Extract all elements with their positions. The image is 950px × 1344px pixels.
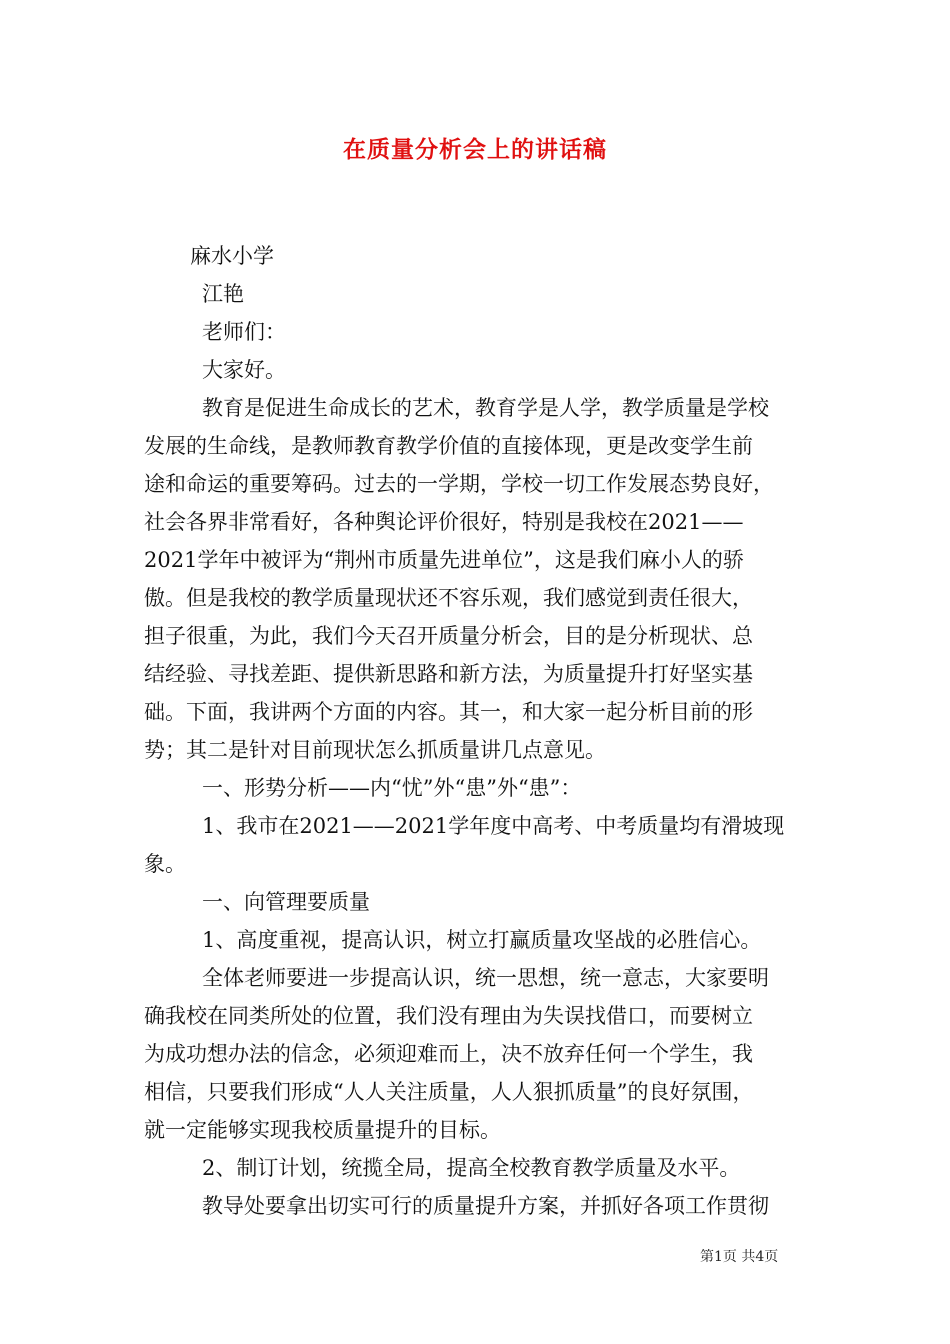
paragraph-line: 2021学年中被评为“荆州市质量先进单位”，这是我们麻小人的骄 (144, 548, 744, 572)
author-name: 江艳 (202, 282, 244, 306)
paragraph-line: 社会各界非常看好，各种舆论评价很好，特别是我校在2021—— (144, 510, 744, 534)
paragraph-line: 教导处要拿出切实可行的质量提升方案，并抓好各项工作贯彻 (202, 1194, 769, 1218)
paragraph-line: 象。 (144, 852, 186, 876)
paragraph-line: 结经验、寻找差距、提供新思路和新方法，为质量提升打好坚实基 (144, 662, 753, 686)
section-heading: 一、形势分析——内“忧”外“患”外“患”： (202, 776, 582, 800)
greeting-line: 大家好。 (202, 358, 286, 382)
paragraph-line: 为成功想办法的信念，必须迎难而上，决不放弃任何一个学生，我 (144, 1042, 753, 1066)
paragraph-line: 就一定能够实现我校质量提升的目标。 (144, 1118, 501, 1142)
greeting-salutation: 老师们： (202, 320, 286, 344)
paragraph-line: 傲。但是我校的教学质量现状还不容乐观，我们感觉到责任很大， (144, 586, 753, 610)
document-title: 在质量分析会上的讲话稿 (343, 136, 607, 163)
paragraph-line: 担子很重，为此，我们今天召开质量分析会，目的是分析现状、总 (144, 624, 753, 648)
paragraph-line: 全体老师要进一步提高认识，统一思想，统一意志，大家要明 (202, 966, 769, 990)
paragraph-line: 确我校在同类所处的位置，我们没有理由为失误找借口，而要树立 (144, 1004, 753, 1028)
subsection-heading: 1、高度重视，提高认识，树立打赢质量攻坚战的必胜信心。 (202, 928, 762, 952)
paragraph-line: 势；其二是针对目前现状怎么抓质量讲几点意见。 (144, 738, 606, 762)
paragraph-line: 发展的生命线，是教师教育教学价值的直接体现，更是改变学生前 (144, 434, 753, 458)
paragraph-line: 1、我市在2021——2021学年度中高考、中考质量均有滑坡现 (202, 814, 785, 838)
subsection-heading: 2、制订计划，统揽全局，提高全校教育教学质量及水平。 (202, 1156, 741, 1180)
school-name: 麻水小学 (190, 244, 274, 268)
document-body (144, 237, 808, 1225)
page-number: 第1页 共4页 (700, 1249, 779, 1265)
paragraph-line: 途和命运的重要筹码。过去的一学期，学校一切工作发展态势良好， (144, 472, 774, 496)
section-heading: 一、向管理要质量 (202, 890, 370, 914)
paragraph-line: 相信，只要我们形成“人人关注质量，人人狠抓质量”的良好氛围， (144, 1080, 754, 1104)
paragraph-line: 教育是促进生命成长的艺术，教育学是人学，教学质量是学校 (202, 396, 769, 420)
paragraph-line: 础。下面，我讲两个方面的内容。其一，和大家一起分析目前的形 (144, 700, 753, 724)
